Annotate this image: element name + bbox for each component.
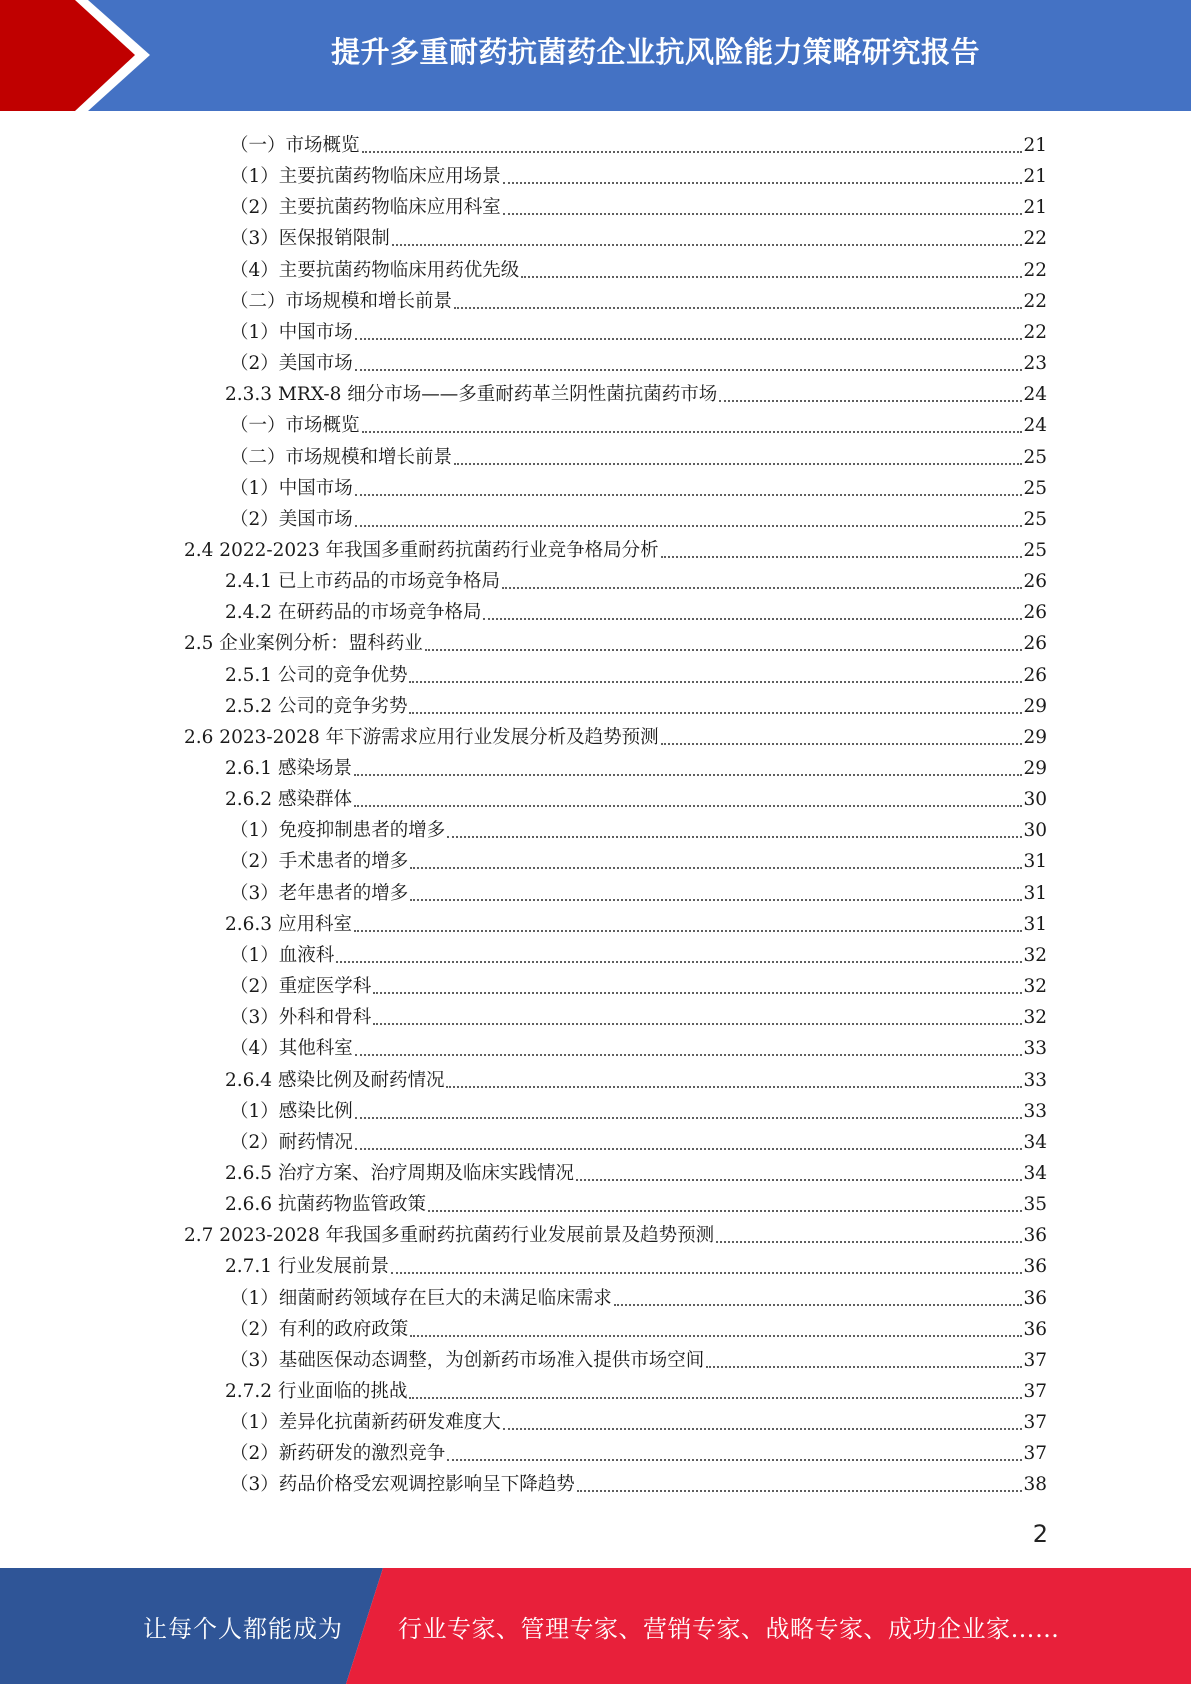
toc-entry[interactable] (230, 1124, 1047, 1155)
toc-leader-dots (373, 978, 1022, 994)
toc-leader-dots (425, 635, 1023, 651)
toc-entry[interactable] (230, 1311, 1047, 1342)
toc-leader-dots (355, 1040, 1023, 1056)
toc-entry-label: 2.4 2022-2023 年我国多重耐药抗菌药行业竞争格局分析 (184, 539, 659, 561)
toc-leader-dots (577, 1476, 1023, 1492)
toc-entry-label: 2.3.3 MRX-8 细分市场——多重耐药革兰阴性菌抗菌药市场 (225, 384, 718, 406)
toc-entry-label: 2.7.2 行业面临的挑战 (225, 1381, 408, 1402)
toc-entry-page: 26 (1023, 664, 1047, 686)
toc-entry[interactable] (230, 1342, 1047, 1373)
toc-entry-page: 21 (1023, 135, 1047, 156)
toc-entry[interactable] (230, 968, 1047, 999)
toc-leader-dots (355, 324, 1023, 340)
toc-leader-dots (409, 667, 1022, 683)
toc-leader-dots (661, 729, 1023, 745)
toc-entry-page: 34 (1023, 1131, 1047, 1153)
toc-leader-dots (373, 1009, 1022, 1025)
toc-entry[interactable] (230, 1280, 1047, 1311)
page-number: 2 (1032, 1520, 1048, 1548)
toc-entry-page: 25 (1023, 477, 1047, 499)
toc-leader-dots (355, 511, 1023, 527)
toc-entry-label: （一）市场概览 (230, 135, 360, 156)
toc-entry-page: 38 (1023, 1474, 1047, 1496)
toc-entry[interactable] (225, 1248, 1047, 1279)
toc-entry[interactable] (230, 999, 1047, 1030)
toc-leader-dots (502, 573, 1022, 589)
toc-entry-label: 2.5.1 公司的竞争优势 (225, 664, 408, 686)
toc-entry-page: 37 (1023, 1349, 1047, 1371)
toc-leader-dots (362, 417, 1023, 433)
toc-entry[interactable] (230, 220, 1047, 251)
toc-entry[interactable] (230, 345, 1047, 376)
toc-leader-dots (409, 1383, 1022, 1399)
toc-leader-dots (355, 355, 1023, 371)
toc-entry-page: 35 (1023, 1194, 1047, 1216)
toc-entry-label: 2.4.1 已上市药品的市场竞争格局 (225, 571, 500, 593)
toc-entry[interactable] (230, 283, 1047, 314)
toc-entry-page: 24 (1023, 384, 1047, 406)
toc-leader-dots (410, 1321, 1022, 1337)
toc-entry-label: 2.7 2023-2028 年我国多重耐药抗菌药行业发展前景及趋势预测 (184, 1225, 715, 1247)
toc-entry-page: 26 (1023, 602, 1047, 624)
toc-entry-label: （1）感染比例 (230, 1100, 353, 1122)
toc-entry-page: 30 (1023, 789, 1047, 811)
toc-leader-dots (576, 1165, 1022, 1181)
toc-entry-label: （3）老年患者的增多 (230, 882, 409, 904)
toc-entry[interactable] (230, 1093, 1047, 1124)
toc-entry-label: （4）主要抗菌药物临床用药优先级 (230, 259, 520, 281)
toc-entry-page: 37 (1023, 1443, 1047, 1465)
toc-entry[interactable] (230, 843, 1047, 874)
toc-entry-page: 26 (1023, 633, 1047, 655)
toc-entry[interactable] (230, 812, 1047, 843)
toc-entry-label: 2.5 企业案例分析：盟科药业 (184, 633, 423, 655)
toc-entry[interactable] (225, 657, 1047, 688)
page-header (0, 0, 1191, 111)
toc-entry-label: （1）血液科 (230, 944, 335, 966)
footer-slogan-left: 让每个人都能成为 (143, 1614, 343, 1643)
toc-entry[interactable] (230, 1435, 1047, 1466)
toc-entry-label: 2.6.6 抗菌药物监管政策 (225, 1194, 426, 1216)
toc-entry-label: （一）市场概览 (230, 415, 360, 437)
toc-entry-label: （2）主要抗菌药物临床应用科室 (230, 197, 501, 219)
toc-entry-label: 2.6.3 应用科室 (225, 913, 352, 935)
toc-entry-label: 2.5.2 公司的竞争劣势 (225, 695, 408, 717)
toc-entry-page: 33 (1023, 1038, 1047, 1060)
toc-entry-page: 37 (1023, 1412, 1047, 1434)
toc-leader-dots (719, 386, 1022, 402)
toc-leader-dots (521, 262, 1022, 278)
toc-leader-dots (354, 916, 1023, 932)
toc-entry-label: （2）有利的政府政策 (230, 1318, 409, 1340)
toc-entry[interactable] (230, 252, 1047, 283)
toc-entry[interactable] (230, 314, 1047, 345)
toc-leader-dots (428, 1196, 1022, 1212)
toc-entry-label: 2.6.5 治疗方案、治疗周期及临床实践情况 (225, 1162, 574, 1184)
toc-entry-label: （1）中国市场 (230, 321, 353, 343)
toc-entry-page: 30 (1023, 820, 1047, 842)
toc-entry[interactable] (225, 563, 1047, 594)
report-title: 提升多重耐药抗菌药企业抗风险能力策略研究报告 (330, 34, 980, 69)
toc-entry-page: 32 (1023, 976, 1047, 998)
toc-entry-label: （4）其他科室 (230, 1038, 353, 1060)
toc-entry-page: 25 (1023, 539, 1047, 561)
toc-entry[interactable] (184, 532, 1047, 563)
toc-leader-dots (447, 822, 1022, 838)
toc-leader-dots (355, 1103, 1023, 1119)
toc-entry-page: 29 (1023, 758, 1047, 779)
toc-leader-dots (410, 885, 1022, 901)
toc-entry[interactable] (225, 750, 1047, 781)
toc-entry-page: 22 (1023, 228, 1047, 250)
toc-entry-label: （2）耐药情况 (230, 1131, 353, 1153)
toc-entry-page: 22 (1023, 259, 1047, 281)
toc-entry-page: 24 (1023, 415, 1047, 437)
toc-entry-label: 2.6.4 感染比例及耐药情况 (225, 1069, 445, 1091)
toc-entry-page: 29 (1023, 695, 1047, 717)
toc-entry-page: 25 (1023, 508, 1047, 530)
toc-entry-label: （二）市场规模和增长前景 (230, 446, 453, 468)
toc-entry-label: （二）市场规模和增长前景 (230, 290, 453, 312)
toc-leader-dots (410, 853, 1022, 869)
toc-leader-dots (454, 449, 1022, 465)
toc-entry-label: （1）差异化抗菌新药研发难度大 (230, 1412, 501, 1434)
toc-leader-dots (503, 1414, 1023, 1430)
toc-entry-label: （2）美国市场 (230, 353, 353, 375)
toc-leader-dots (362, 137, 1023, 153)
toc-leader-dots (447, 1445, 1022, 1461)
toc-entry-page: 36 (1023, 1256, 1047, 1278)
toc-entry-page: 26 (1023, 571, 1047, 593)
toc-entry-label: （1）主要抗菌药物临床应用场景 (230, 166, 501, 188)
toc-entry-page: 33 (1023, 1100, 1047, 1122)
toc-entry[interactable] (230, 1404, 1047, 1435)
toc-leader-dots (355, 480, 1023, 496)
toc-entry-label: （1）细菌耐药领域存在巨大的未满足临床需求 (230, 1287, 612, 1309)
toc-leader-dots (391, 1258, 1022, 1274)
toc-entry-label: （2）重症医学科 (230, 976, 372, 998)
toc-entry-page: 25 (1023, 446, 1047, 468)
toc-leader-dots (706, 1352, 1022, 1368)
toc-entry[interactable] (230, 127, 1047, 158)
toc-entry-page: 36 (1023, 1287, 1047, 1309)
toc-entry-page: 21 (1023, 166, 1047, 188)
toc-entry[interactable] (184, 625, 1047, 656)
toc-entry-page: 31 (1023, 851, 1047, 873)
toc-entry[interactable] (230, 439, 1047, 470)
toc-leader-dots (661, 542, 1023, 558)
toc-entry-page: 36 (1023, 1318, 1047, 1340)
footer-slogan-right: 行业专家、管理专家、营销专家、战略专家、成功企业家…… (398, 1614, 1060, 1643)
toc-entry-page: 31 (1023, 913, 1047, 935)
toc-entry-page: 37 (1023, 1381, 1047, 1402)
toc-entry-page: 36 (1023, 1225, 1047, 1247)
toc-entry[interactable] (225, 781, 1047, 812)
toc-leader-dots (454, 293, 1022, 309)
toc-entry-label: （1）中国市场 (230, 477, 353, 499)
toc-entry[interactable] (230, 875, 1047, 906)
toc-leader-dots (354, 760, 1023, 776)
toc-entry-page: 34 (1023, 1162, 1047, 1184)
toc-entry-page: 21 (1023, 197, 1047, 219)
toc-entry[interactable] (230, 470, 1047, 501)
toc-entry[interactable] (225, 376, 1047, 407)
toc-entry[interactable] (230, 407, 1047, 438)
toc-entry-label: （3）药品价格受宏观调控影响呈下降趋势 (230, 1474, 575, 1496)
toc-entry-label: （1）免疫抑制患者的增多 (230, 820, 446, 842)
toc-entry[interactable] (225, 1155, 1047, 1186)
toc-entry[interactable] (184, 1217, 1047, 1248)
toc-leader-dots (336, 947, 1022, 963)
toc-entry[interactable] (225, 594, 1047, 625)
toc-entry-label: 2.6.1 感染场景 (225, 758, 352, 779)
toc-entry-page: 33 (1023, 1069, 1047, 1091)
toc-entry-label: （3）基础医保动态调整，为创新药市场准入提供市场空间 (230, 1349, 705, 1371)
toc-leader-dots (503, 168, 1023, 184)
toc-entry-page: 23 (1023, 353, 1047, 375)
toc-entry[interactable] (225, 688, 1047, 719)
toc-entry-label: （3）外科和骨科 (230, 1007, 372, 1029)
toc-entry-label: 2.7.1 行业发展前景 (225, 1256, 389, 1278)
toc-entry-label: （3）医保报销限制 (230, 228, 390, 250)
toc-leader-dots (483, 604, 1022, 620)
toc-leader-dots (409, 698, 1022, 714)
toc-entry-label: （2）新药研发的激烈竞争 (230, 1443, 446, 1465)
toc-entry-page: 32 (1023, 1007, 1047, 1029)
toc-leader-dots (446, 1072, 1022, 1088)
toc-leader-dots (392, 230, 1023, 246)
toc-leader-dots (716, 1227, 1022, 1243)
toc-entry-label: 2.4.2 在研药品的市场竞争格局 (225, 602, 482, 624)
toc-entry-page: 31 (1023, 882, 1047, 904)
toc-leader-dots (614, 1290, 1023, 1306)
toc-leader-dots (355, 1134, 1023, 1150)
toc-entry-page: 29 (1023, 726, 1047, 748)
toc-entry-label: 2.6 2023-2028 年下游需求应用行业发展分析及趋势预测 (184, 726, 659, 748)
toc-entry[interactable] (230, 158, 1047, 189)
toc-leader-dots (503, 199, 1023, 215)
toc-entry[interactable] (230, 189, 1047, 220)
toc-entry[interactable] (184, 719, 1047, 750)
toc-entry[interactable] (230, 501, 1047, 532)
toc-entry[interactable] (225, 1186, 1047, 1217)
toc-entry[interactable] (230, 937, 1047, 968)
toc-entry[interactable] (225, 906, 1047, 937)
toc-entry[interactable] (230, 1030, 1047, 1061)
toc-entry[interactable] (225, 1373, 1047, 1404)
toc-entry[interactable] (225, 1062, 1047, 1093)
toc-entry-page: 32 (1023, 944, 1047, 966)
toc-entry-label: 2.6.2 感染群体 (225, 789, 352, 811)
toc-entry-page: 22 (1023, 290, 1047, 312)
page-footer (0, 1568, 1191, 1684)
toc-entry-page: 22 (1023, 321, 1047, 343)
toc-leader-dots (354, 791, 1023, 807)
toc-entry[interactable] (230, 1466, 1047, 1497)
toc-entry-label: （2）手术患者的增多 (230, 851, 409, 873)
toc-entry-label: （2）美国市场 (230, 508, 353, 530)
